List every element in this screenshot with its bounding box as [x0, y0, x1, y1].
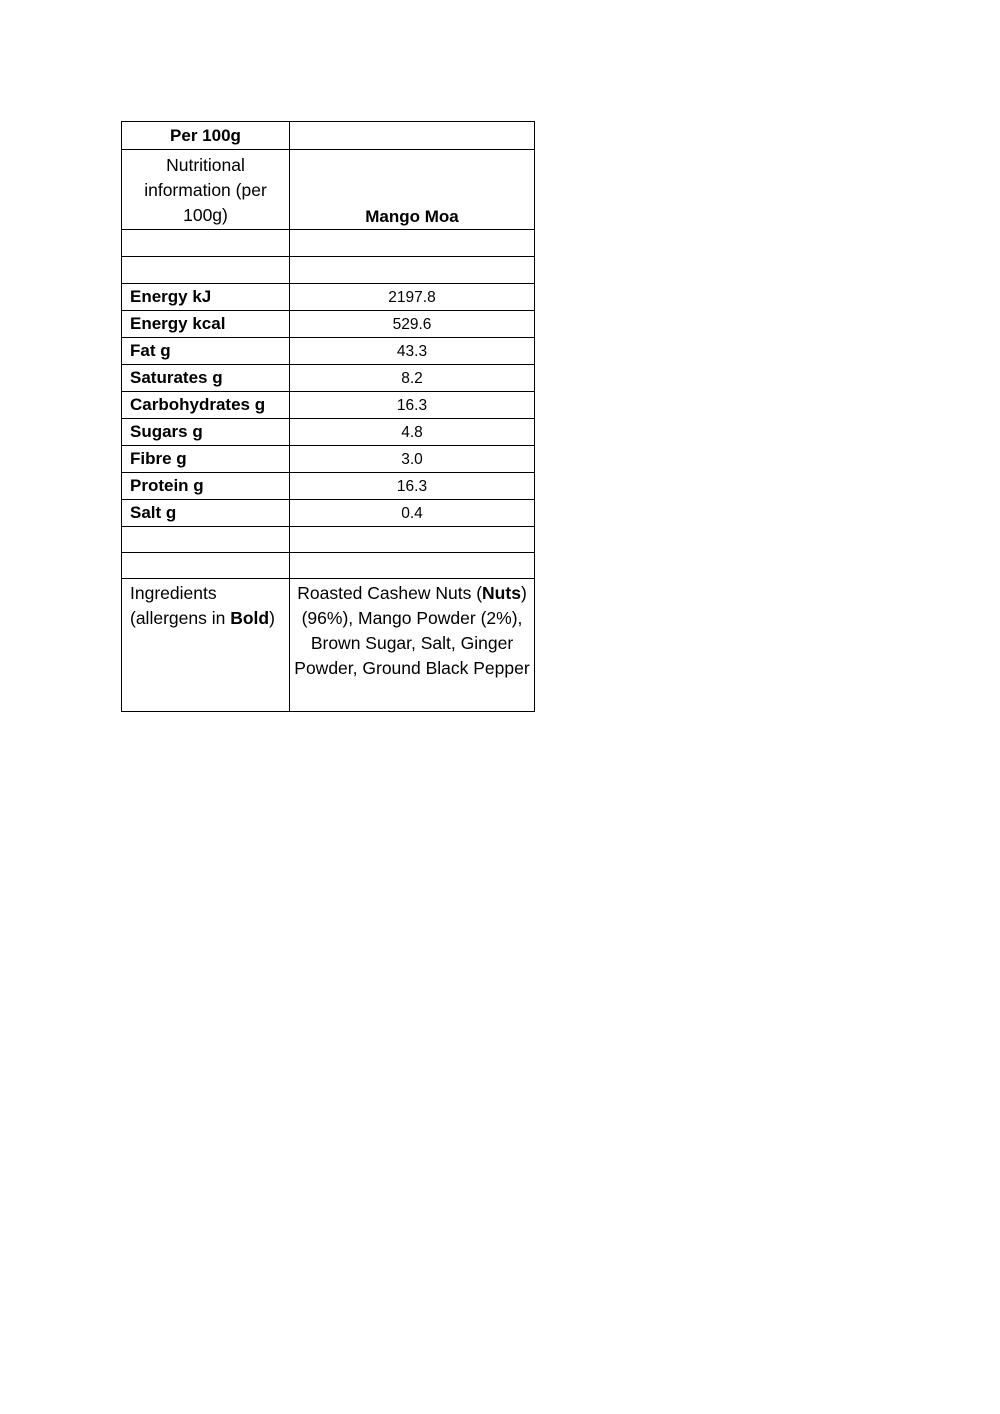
- nutrient-label: Sugars g: [130, 422, 203, 441]
- nutrient-label-cell: [122, 311, 290, 338]
- blank-row: [122, 257, 535, 284]
- nutrient-label-cell: [122, 473, 290, 500]
- allergen-nuts: Nuts: [482, 583, 521, 603]
- nutrient-value: 2197.8: [388, 289, 436, 306]
- nutrient-value-cell: [290, 500, 535, 527]
- per-100g-heading: Per 100g: [170, 126, 241, 145]
- nutrient-value-cell: [290, 446, 535, 473]
- nutrient-label: Energy kJ: [130, 287, 212, 306]
- blank-cell: [122, 553, 290, 579]
- ingredients-list: [290, 579, 534, 681]
- nutrient-label-cell: [122, 446, 290, 473]
- product-name: Mango Moa: [365, 207, 459, 226]
- blank-cell: [290, 527, 535, 553]
- nutrient-label-cell: [122, 419, 290, 446]
- blank-cell: [290, 257, 535, 284]
- table-row: [122, 446, 535, 473]
- table-row: [122, 500, 535, 527]
- table-row: [122, 338, 535, 365]
- nutrient-value-cell: [290, 311, 535, 338]
- nutrient-value: 16.3: [396, 478, 428, 495]
- nutrient-label: Fibre g: [130, 449, 187, 468]
- nutrient-value: 529.6: [392, 316, 432, 333]
- header-value-cell: [290, 122, 535, 150]
- nutrient-label: Salt g: [130, 503, 177, 522]
- nutrient-value-cell: [290, 473, 535, 500]
- blank-cell: [290, 230, 535, 257]
- ingredients-row: [122, 579, 535, 712]
- nutrient-value-cell: [290, 338, 535, 365]
- blank-row: [122, 230, 535, 257]
- table-header-row: [122, 122, 535, 150]
- nutrient-label: Fat g: [130, 341, 171, 360]
- nutrient-label-cell: [122, 500, 290, 527]
- nutrient-value: 8.2: [401, 370, 423, 387]
- blank-cell: [290, 553, 535, 579]
- table-subheader-row: [122, 150, 535, 230]
- nutrient-value: 0.4: [401, 505, 423, 522]
- table-row: [122, 473, 535, 500]
- ingredients-label-bold: Bold: [230, 608, 270, 628]
- blank-row: [122, 527, 535, 553]
- blank-row: [122, 553, 535, 579]
- nutrient-value: 3.0: [401, 451, 423, 468]
- nutrient-label-cell: [122, 365, 290, 392]
- ingredients-label-prefix: Ingredients (allergens in: [130, 583, 231, 628]
- ingredients-label: [130, 579, 289, 631]
- blank-cell: [122, 230, 290, 257]
- nutrient-value: 43.3: [396, 343, 428, 360]
- ingredients-text-part2: ) (96%), Mango Powder (2%), Brown Sugar, Salt, Ginger Powder, Ground Black Pepper: [294, 583, 530, 678]
- nutritional-info-cell: [122, 150, 290, 230]
- nutrient-value: 4.8: [401, 424, 423, 441]
- nutrient-label: Energy kcal: [130, 314, 226, 333]
- nutrient-label: Saturates g: [130, 368, 223, 387]
- ingredients-label-cell: [122, 579, 290, 712]
- blank-cell: [122, 527, 290, 553]
- product-name-cell: [290, 150, 535, 230]
- nutrient-label: Protein g: [130, 476, 204, 495]
- nutritional-info-label: Nutritional information (per 100g): [144, 155, 267, 225]
- header-label-cell: [122, 122, 290, 150]
- nutrient-label-cell: [122, 338, 290, 365]
- nutrient-value-cell: [290, 392, 535, 419]
- nutrition-table: [121, 121, 535, 712]
- table-row: [122, 284, 535, 311]
- nutrient-label: Carbohydrates g: [130, 395, 266, 414]
- ingredients-text-part1: Roasted Cashew Nuts (: [297, 583, 483, 603]
- table-row: [122, 311, 535, 338]
- nutrient-label-cell: [122, 392, 290, 419]
- ingredients-label-suffix: ): [269, 608, 275, 628]
- nutrient-value-cell: [290, 284, 535, 311]
- nutrient-label-cell: [122, 284, 290, 311]
- table-row: [122, 392, 535, 419]
- nutrient-value-cell: [290, 365, 535, 392]
- ingredients-value-cell: [290, 579, 535, 712]
- table-row: [122, 419, 535, 446]
- nutrient-value: 16.3: [396, 397, 428, 414]
- table-row: [122, 365, 535, 392]
- blank-cell: [122, 257, 290, 284]
- nutrient-value-cell: [290, 419, 535, 446]
